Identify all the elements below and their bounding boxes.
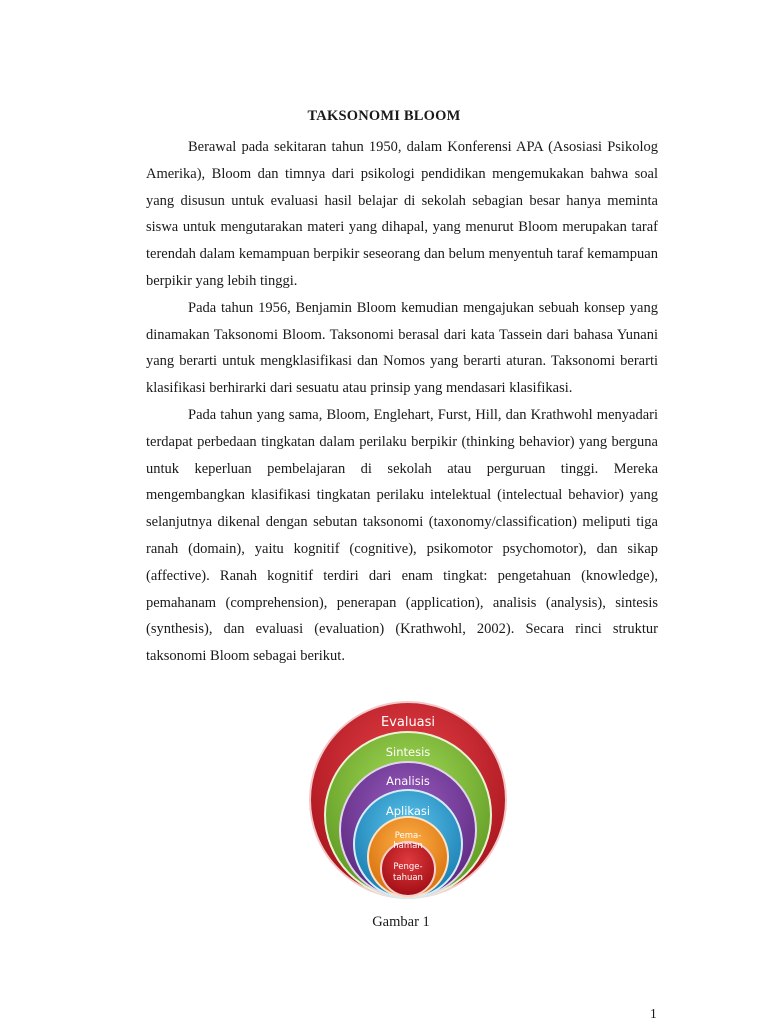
paragraph-2: Pada tahun 1956, Benjamin Bloom kemudian mengajukan sebuah konsep yang dinamakan Taksonomi Bloom. Taksonomi berasal dari kata Tassein dari bahasa Yunani yang berarti untuk mengklasifikasi dan Nomos yang berarti aturan. Taksonomi berarti klasifikasi berhirarki dari sesuatu atau prinsip yang mendasari klasifikasi.: [146, 299, 658, 397]
paragraph-3: Pada tahun yang sama, Bloom, Englehart, Furst, Hill, dan Krathwohl menyadari terdapat perbedaan tingkatan dalam perilaku berpikir (thinking behavior) yang berguna untuk keperluan pembelajaran di sekolah atau perguruan tinggi. Mereka mengembangkan klasifikasi tingkatan perilaku intelektual (intelectual behavior) yang selanjutnya dikenal dengan sebutan taksonomi (taxonomy/classification) meliputi tiga ranah (domain), yaitu kognitif (cognitive), psikomotor psychomotor), dan sikap (affective). Ranah kognitif terdiri dari enam tingkat: pengetahuan (knowledge), pemahanam (comprehension), penerapan (application), analisis (analysis), sintesis (synthesis), dan evaluasi (evaluation) (Krathwohl, 2002). Secara rinci struktur taksonomi Bloom sebagai berikut.: [146, 406, 658, 665]
label-sintesis: Sintesis: [385, 745, 431, 759]
body-text: [146, 134, 658, 670]
document-title: TAKSONOMI BLOOM: [307, 108, 461, 124]
label-aplikasi: Aplikasi: [385, 804, 431, 818]
label-pengetahuan-1: Penge-: [393, 862, 423, 872]
bloom-taxonomy-figure: [296, 697, 520, 907]
page-number: 1: [650, 1006, 657, 1021]
bloom-rings-diagram: [296, 697, 520, 907]
paragraph-1: Berawal pada sekitaran tahun 1950, dalam Konferensi APA (Asosiasi Psikolog Amerika), Bloom dan timnya dari psikologi pendidikan mengemukakan bahwa soal yang disusun untuk evaluasi hasil belajar di sekolah sebagian besar hanya meminta siswa untuk mengutarakan materi yang dihapal, yang menurut Bloom merupakan taraf terendah dalam kemampuan berpikir seseorang dan belum menyentuh taraf kemampuan berpikir yang lebih tinggi.: [146, 139, 658, 289]
label-pemahaman-1: Pema-: [394, 831, 422, 841]
label-analisis: Analisis: [386, 774, 430, 788]
label-pengetahuan-2: tahuan: [393, 873, 423, 883]
label-evaluasi: Evaluasi: [380, 715, 436, 730]
label-pemahaman-2: haman: [393, 841, 423, 851]
figure-caption: Gambar 1: [372, 914, 430, 930]
